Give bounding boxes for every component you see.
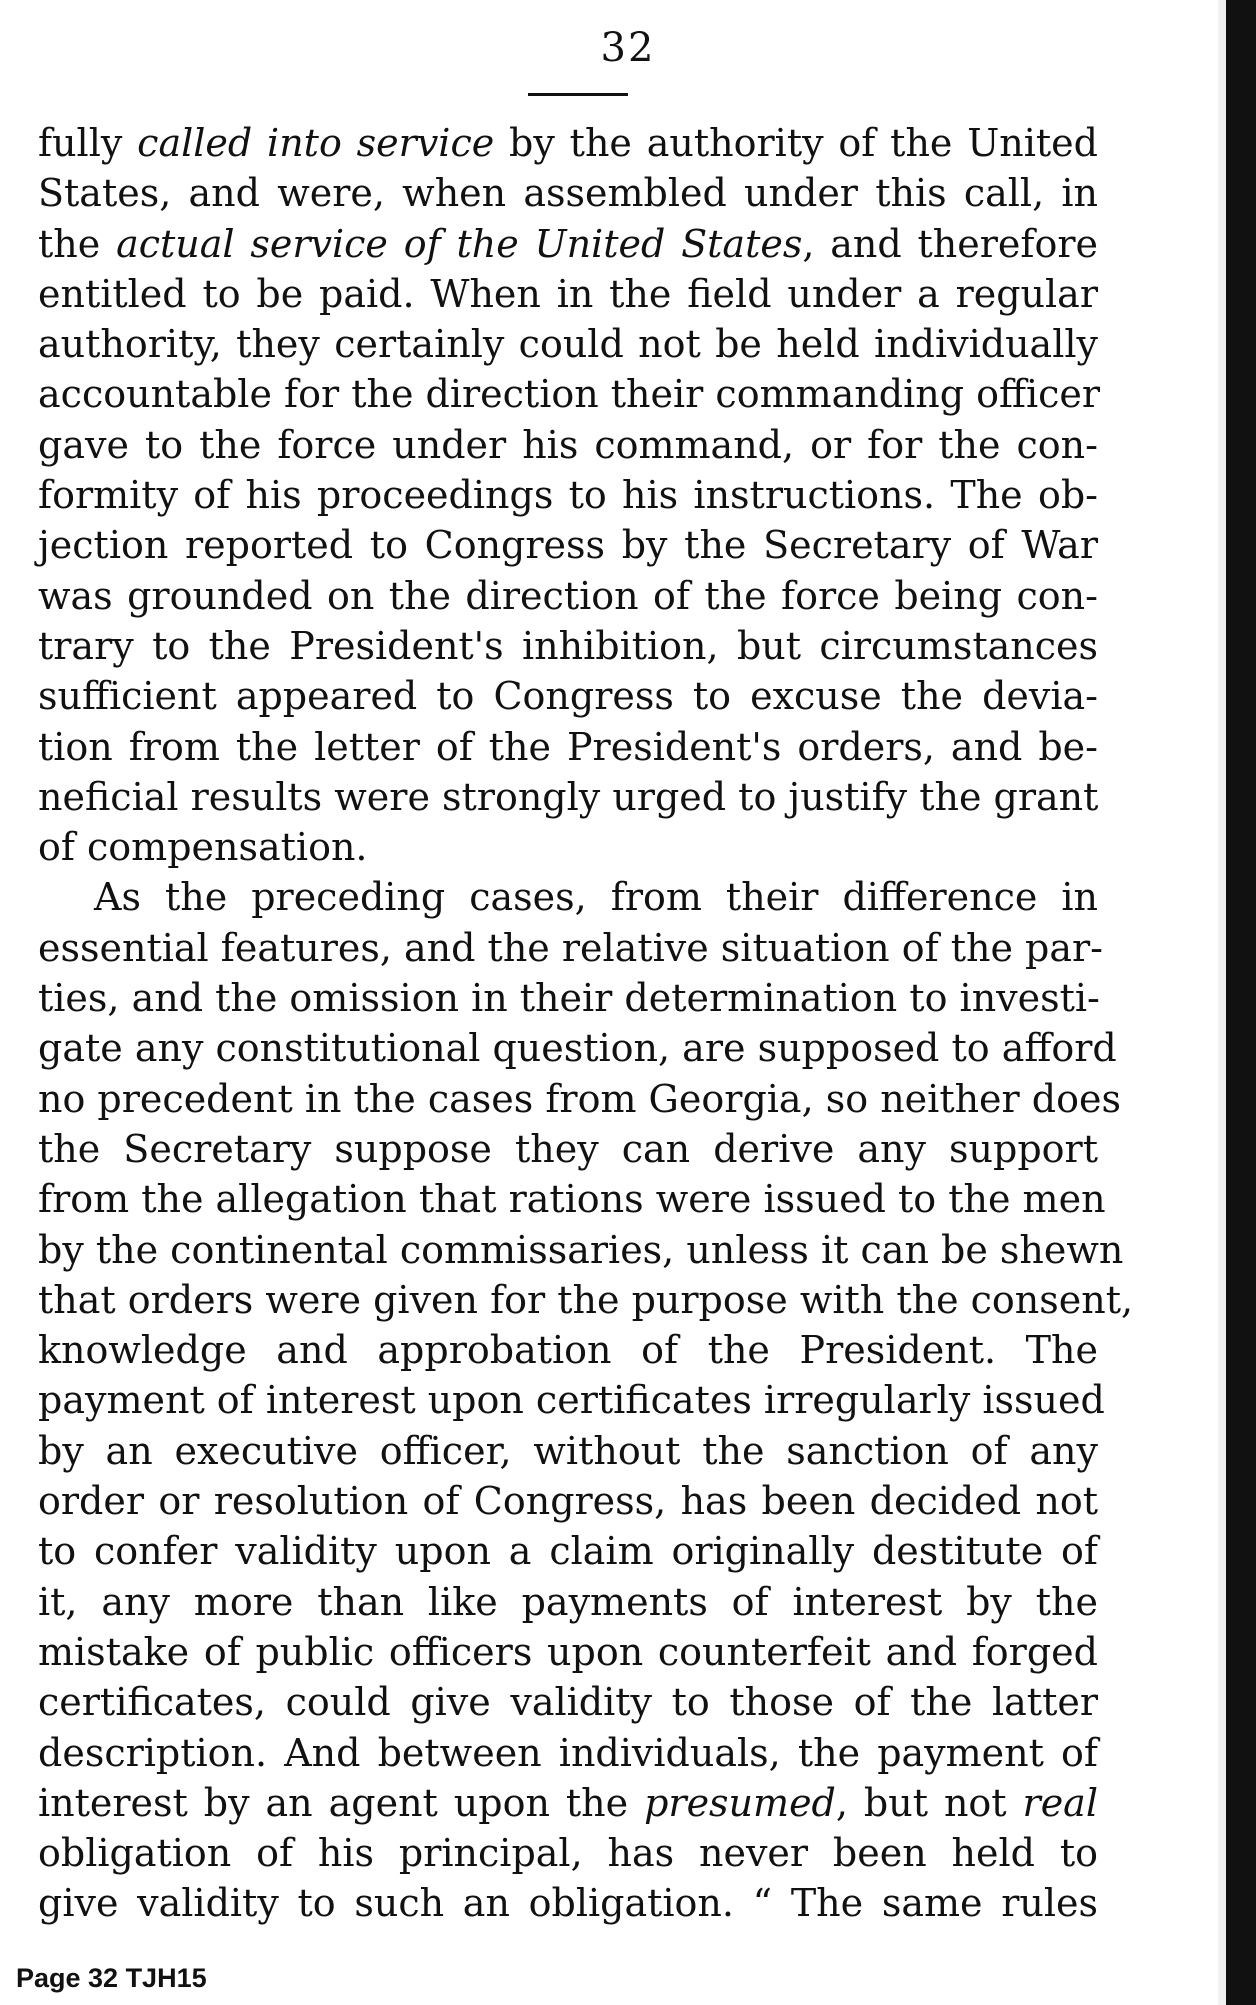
text-line: sufficient appeared to Congress to excuse the devia-: [38, 674, 1098, 719]
italic-text: called into service: [137, 121, 495, 165]
text-line: obligation of his principal, has never been held to: [38, 1831, 1098, 1876]
text-line: knowledge and approbation of the President. The: [38, 1328, 1098, 1373]
text-line: by an executive officer, without the sanction of any: [38, 1428, 1098, 1473]
header-rule: [528, 93, 628, 96]
text-line: by the continental commissaries, unless it can be shewn: [38, 1227, 1124, 1272]
text-line: States, and were, when assembled under this call, in: [38, 171, 1098, 216]
text-line: description. And between individuals, the payment of: [38, 1730, 1098, 1775]
text-line: was grounded on the direction of the force being con-: [38, 573, 1098, 618]
footer-page-reference: Page 32 TJH15: [16, 1963, 207, 1993]
text-line: As the preceding cases, from their difference in: [94, 875, 1098, 920]
text-line: essential features, and the relative situation of the par-: [38, 925, 1104, 970]
binding-gap: [1218, 0, 1226, 2005]
text-line: the Secretary suppose they can derive any support: [38, 1126, 1098, 1171]
text-line: certificates, could give validity to those of the latter: [38, 1680, 1098, 1725]
text-line: it, any more than like payments of interest by the: [38, 1579, 1098, 1624]
text-line: fully called into service by the authority of the United: [38, 121, 1098, 165]
binding-edge: [1226, 0, 1256, 2005]
text-line: formity of his proceedings to his instructions. The ob-: [38, 473, 1098, 518]
italic-text: real: [1022, 1780, 1098, 1825]
text-line: gave to the force under his command, or for the con-: [38, 422, 1098, 467]
italic-text: actual service of the United States: [116, 221, 803, 266]
text-line: to confer validity upon a claim originally destitute of: [38, 1529, 1098, 1574]
text-line: the actual service of the United States, and therefore: [38, 221, 1099, 266]
text-line: accountable for the direction their commanding officer: [38, 372, 1101, 417]
text-line: no precedent in the cases from Georgia, so neither does: [38, 1076, 1121, 1121]
text-line: ties, and the omission in their determination to investi-: [38, 976, 1100, 1021]
text-line: neficial results were strongly urged to justify the grant: [38, 774, 1099, 819]
text-line: of compensation.: [38, 825, 368, 870]
text-line: order or resolution of Congress, has been decided not: [38, 1479, 1098, 1524]
body-text: [38, 118, 1134, 1929]
text-line: entitled to be paid. When in the field under a regular: [38, 271, 1098, 316]
text-line: authority, they certainly could not be held individually: [38, 322, 1098, 367]
text-line: interest by an agent upon the presumed, but not real: [38, 1780, 1098, 1825]
text-line: jection reported to Congress by the Secretary of War: [38, 523, 1098, 568]
text-line: from the allegation that rations were issued to the men: [38, 1177, 1106, 1222]
text-line: mistake of public officers upon counterfeit and forged: [38, 1629, 1098, 1674]
text-line: give validity to such an obligation. “ The same rules: [38, 1881, 1098, 1926]
text-line: gate any constitutional question, are supposed to afford: [38, 1026, 1117, 1071]
page-number: 32: [600, 25, 656, 71]
text-line: that orders were given for the purpose with the consent,: [38, 1277, 1134, 1322]
italic-text: presumed: [644, 1780, 836, 1825]
text-line: trary to the President's inhibition, but circumstances: [38, 623, 1098, 668]
text-line: payment of interest upon certificates irregularly issued: [38, 1378, 1105, 1423]
text-line: tion from the letter of the President's orders, and be-: [38, 724, 1098, 769]
